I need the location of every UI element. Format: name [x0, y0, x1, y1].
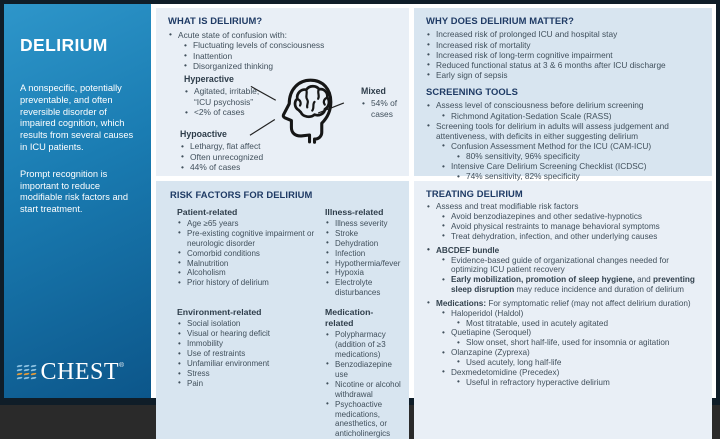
- bullet-icon: •: [442, 221, 445, 231]
- group-items: [177, 219, 319, 288]
- bullet-item: [441, 348, 704, 358]
- bullet-icon: •: [427, 69, 430, 80]
- page-title: DELIRIUM: [20, 35, 108, 55]
- bullet-icon: •: [326, 248, 329, 258]
- bullet-icon: •: [169, 29, 172, 40]
- screening-bullet-list: [426, 100, 704, 181]
- bullet-icon: •: [178, 267, 181, 277]
- bullet-text: Nicotine or alcohol withdrawal: [335, 379, 401, 399]
- bullet-icon: •: [442, 347, 445, 357]
- bullet-icon: •: [326, 329, 329, 339]
- bullet-text: Visual or hearing deficit: [187, 329, 271, 339]
- bullet-text: Malnutrition: [187, 258, 229, 268]
- bullet-item: [325, 360, 401, 380]
- bullet-item: [441, 309, 704, 319]
- bullet-item: [456, 151, 704, 161]
- bullet-item: [361, 98, 419, 119]
- bullet-text: Fluctuating levels of consciousness: [193, 40, 325, 51]
- bullet-text: Most titratable, used in acutely agitated: [466, 318, 608, 328]
- bullet-item: [426, 50, 704, 60]
- logo-wave-row: [17, 369, 37, 371]
- bullet-text: Olanzapine (Zyprexa): [451, 348, 530, 358]
- bullet-text: Early sign of sepsis: [436, 69, 508, 80]
- bullet-text: Slow onset, short half-life, used for insomnia or agitation: [466, 338, 670, 348]
- bullet-text: Medications: For symptomatic relief (may not affect delirium duration): [436, 298, 691, 308]
- bullet-icon: •: [427, 49, 430, 60]
- bullet-item: [184, 107, 276, 117]
- bullet-icon: •: [178, 368, 181, 378]
- bullet-item: [426, 100, 704, 110]
- bullet-text: Avoid physical restraints to manage behavioral symptoms: [451, 221, 660, 231]
- bullet-text: Reduced functional status at 3 & 6 months after ICU discharge: [436, 59, 666, 70]
- bullet-icon: •: [427, 28, 430, 39]
- bullet-icon: •: [442, 211, 445, 221]
- treating-bullet-list: [426, 202, 704, 387]
- group-label: Medication-related: [325, 307, 374, 328]
- delirium-subtypes-diagram: [168, 74, 401, 178]
- bullet-icon: •: [457, 318, 460, 328]
- bullet-icon: •: [442, 274, 445, 284]
- bullet-item: [177, 329, 319, 339]
- bullet-item: [177, 249, 319, 259]
- bullet-text: Stress: [187, 369, 210, 378]
- bullet-item: [426, 70, 704, 80]
- definition-text: A nonspecific, potentially preventable, and often reversible disorder of impaired cognition, which results from several causes in ICU patients.: [20, 83, 134, 152]
- bullet-icon: •: [178, 258, 181, 268]
- bullet-text: Confusion Assessment Method for the ICU (CAM-ICU): [451, 140, 652, 151]
- bullet-item: [441, 275, 704, 295]
- bullet-icon: •: [362, 97, 365, 108]
- bullet-item: [441, 368, 704, 378]
- bullet-icon: •: [442, 367, 445, 377]
- bullet-text: Evidence-based guide of organizational changes needed for optimizing ICU patient recovery: [451, 255, 670, 275]
- risk-groups-grid: [170, 207, 401, 439]
- bullet-item: [426, 121, 704, 141]
- bullet-text: Polypharmacy (addition of ≥3 medications): [335, 330, 386, 360]
- bullet-icon: •: [178, 348, 181, 358]
- why-bullet-list: [426, 29, 704, 80]
- section-title-treating: TREATING DELIRIUM: [426, 188, 523, 199]
- bullet-icon: •: [442, 327, 445, 337]
- bullet-icon: •: [184, 39, 187, 50]
- bullet-item: [325, 239, 401, 249]
- bullet-text: Intensive Care Delirium Screening Checklist (ICDSC): [451, 161, 647, 172]
- bullet-text: Stroke: [335, 228, 359, 238]
- bullet-icon: •: [442, 255, 445, 264]
- bullet-icon: •: [427, 201, 430, 211]
- bullet-item: [177, 278, 319, 288]
- bullet-icon: •: [181, 151, 184, 162]
- group-label: Environment-related: [177, 307, 262, 318]
- chest-logo: [17, 359, 124, 386]
- subtype-hyperactive: [184, 74, 276, 117]
- bullet-text: Treat dehydration, infection, and other underlying causes: [451, 231, 658, 241]
- bullet-text: Psychoactive medications, anesthetics, or anticholinergics: [335, 399, 391, 439]
- risk-group-medication: [325, 307, 401, 439]
- bullet-text: <2% of cases: [194, 107, 245, 118]
- chest-logo-text: CHEST: [40, 359, 120, 385]
- bullet-text: Used acutely, long half-life: [466, 357, 562, 367]
- bullet-text: Quetiapine (Seroquel): [451, 328, 532, 338]
- bullet-text: ABCDEF bundle: [436, 245, 500, 255]
- bullet-text: Increased risk of long-term cognitive impairment: [436, 49, 613, 60]
- bullet-text: Increased risk of mortality: [436, 39, 531, 50]
- bullet-item: [456, 358, 704, 368]
- subtype-items: [361, 98, 419, 119]
- bullet-icon: •: [178, 328, 181, 338]
- bullet-item: [180, 141, 304, 151]
- bullet-item: [177, 219, 319, 229]
- bullet-text: Assess and treat modifiable risk factors: [436, 202, 579, 212]
- bullet-icon: •: [442, 308, 445, 318]
- bullet-icon: •: [181, 140, 184, 151]
- subtype-mixed: [361, 86, 419, 119]
- bullet-icon: •: [185, 85, 188, 96]
- bullet-text: Dehydration: [335, 238, 379, 248]
- bullet-text: Electrolyte disturbances: [335, 278, 381, 298]
- panel-what-is-delirium: [156, 8, 409, 176]
- subtype-label: Hypoactive: [180, 129, 227, 140]
- subtype-items: [184, 86, 276, 117]
- bullet-text: Pain: [187, 378, 204, 388]
- bullet-item: [177, 319, 319, 329]
- bullet-item: [177, 259, 319, 269]
- bullet-icon: •: [442, 110, 445, 121]
- group-items: [177, 319, 319, 388]
- bullet-text: Acute state of confusion with:: [178, 29, 287, 40]
- bullet-text: 44% of cases: [190, 162, 241, 173]
- bullet-icon: •: [178, 218, 181, 228]
- bullet-text: Alcoholism: [187, 268, 226, 278]
- bullet-icon: •: [457, 150, 460, 161]
- bullet-text: Hypoxia: [335, 268, 364, 278]
- bullet-icon: •: [457, 170, 460, 181]
- risk-group-patient: [177, 207, 319, 299]
- bullet-item: [183, 61, 401, 71]
- bullet-icon: •: [442, 160, 445, 171]
- bullet-item: [441, 141, 704, 151]
- bullet-icon: •: [427, 99, 430, 110]
- section-title-why: WHY DOES DELIRIUM MATTER?: [426, 15, 574, 26]
- subtype-hypoactive: [180, 129, 304, 172]
- section-title-screening: SCREENING TOOLS: [426, 86, 518, 98]
- bullet-icon: •: [184, 50, 187, 60]
- bullet-item: [325, 249, 401, 259]
- bullet-icon: •: [178, 318, 181, 328]
- bullet-item: [325, 380, 401, 400]
- bullet-text: Useful in refractory hyperactive delirium: [466, 377, 610, 387]
- panel-why-and-screening: [414, 8, 712, 182]
- bullet-text: Infection: [335, 248, 366, 258]
- registered-trademark: ®: [119, 362, 124, 369]
- bullet-icon: •: [326, 399, 329, 409]
- bullet-icon: •: [178, 248, 181, 258]
- bullet-text: 74% sensitivity, 82% specificity: [466, 171, 580, 182]
- bullet-text: Richmond Agitation-Sedation Scale (RASS): [451, 110, 612, 121]
- bullet-icon: •: [326, 267, 329, 277]
- bullet-item: [183, 40, 401, 50]
- bullet-item: [426, 202, 704, 212]
- group-label: Patient-related: [177, 206, 238, 217]
- bullet-icon: •: [178, 277, 181, 287]
- bullet-text: Age ≥65 years: [187, 218, 239, 228]
- recognition-note: Prompt recognition is important to reduce modifiable risk factors and start treatment.: [20, 168, 128, 215]
- bullet-icon: •: [178, 378, 181, 388]
- subtype-label: Mixed: [361, 86, 386, 97]
- bullet-item: [177, 339, 319, 349]
- bullet-icon: •: [184, 60, 187, 71]
- bullet-text: Disorganized thinking: [193, 60, 274, 71]
- bullet-icon: •: [326, 277, 329, 287]
- section-title-risk: RISK FACTORS FOR DELIRIUM: [170, 189, 313, 200]
- bullet-item: [325, 229, 401, 239]
- sidebar: [4, 4, 151, 398]
- bullet-text: Social isolation: [187, 319, 241, 329]
- bullet-text: Illness severity: [335, 218, 388, 228]
- risk-group-illness: [325, 207, 401, 299]
- bullet-text: Lethargy, flat affect: [190, 141, 261, 152]
- subtype-label: Hyperactive: [184, 74, 234, 85]
- bullet-icon: •: [427, 245, 430, 255]
- bullet-item: [456, 338, 704, 348]
- bullet-item: [426, 246, 704, 256]
- bullet-item: [426, 40, 704, 50]
- bullet-item: [441, 111, 704, 121]
- bullet-icon: •: [181, 161, 184, 172]
- risk-group-environment: [177, 307, 319, 439]
- bullet-icon: •: [442, 231, 445, 241]
- infographic-canvas: [4, 4, 716, 439]
- bullet-text: Unfamiliar environment: [187, 359, 270, 369]
- bullet-text: Avoid benzodiazepines and other sedative-hypnotics: [451, 212, 643, 222]
- bullet-text: Hypothermia/fever: [335, 258, 401, 268]
- bullet-item: [177, 369, 319, 379]
- bullet-text: Assess level of consciousness before delirium screening: [436, 100, 644, 111]
- bullet-text: Immobility: [187, 339, 224, 349]
- bullet-item: [325, 400, 401, 439]
- bullet-item: [325, 259, 401, 269]
- panel-treating-delirium: [414, 181, 712, 439]
- bullet-icon: •: [326, 238, 329, 248]
- group-items: [325, 330, 401, 439]
- bullet-text: Benzodiazepine use: [335, 359, 392, 379]
- panel-risk-factors: [156, 181, 409, 439]
- section-title-what: WHAT IS DELIRIUM?: [168, 15, 263, 26]
- logo-wave-row: [17, 365, 37, 367]
- bullet-text: Haloperidol (Haldol): [451, 308, 524, 318]
- bullet-item: [441, 232, 704, 242]
- bullet-item: [180, 152, 304, 162]
- bullet-item: [441, 161, 704, 171]
- group-items: [325, 219, 401, 298]
- bullet-text: Pre-existing cognitive impairment or neurologic disorder: [187, 228, 315, 248]
- bullet-icon: •: [427, 59, 430, 70]
- group-label: Illness-related: [325, 206, 384, 217]
- bullet-text: 54% of cases: [371, 98, 398, 119]
- bullet-item: [456, 378, 704, 388]
- bullet-item: [177, 349, 319, 359]
- bullet-item: [426, 60, 704, 70]
- bullet-icon: •: [427, 39, 430, 50]
- bullet-text: Early mobilization, promotion of sleep hygiene, and preventing sleep disruption may reduce incidence and duration of delirium: [451, 275, 695, 295]
- bullet-text: Inattention: [193, 50, 233, 61]
- bullet-item: [177, 379, 319, 389]
- bullet-icon: •: [326, 228, 329, 238]
- bullet-item: [183, 51, 401, 61]
- bullet-text: 80% sensitivity, 96% specificity: [466, 151, 580, 162]
- subtype-items: [180, 141, 304, 172]
- bullet-icon: •: [326, 379, 329, 389]
- bullet-icon: •: [178, 228, 181, 238]
- bullet-text: Increased risk of prolonged ICU and hospital stay: [436, 29, 618, 40]
- bullet-text: Comorbid conditions: [187, 248, 260, 258]
- bullet-item: [177, 359, 319, 369]
- bullet-icon: •: [178, 358, 181, 368]
- bullet-item: [184, 86, 276, 107]
- bullet-item: [325, 219, 401, 229]
- bullet-item: [441, 212, 704, 222]
- bullet-icon: •: [326, 359, 329, 369]
- bullet-icon: •: [427, 120, 430, 131]
- bullet-item: [456, 171, 704, 181]
- bullet-text: Screening tools for delirium in adults will assess judgement and attentiveness, with deficits in either suggesting delirium: [436, 120, 669, 141]
- bullet-item: [325, 330, 401, 360]
- bullet-text: Agitated, irritable, “ICU psychosis”: [194, 86, 260, 107]
- bullet-icon: •: [326, 218, 329, 228]
- what-bullet-list: [168, 30, 401, 72]
- bullet-icon: •: [457, 377, 460, 387]
- bullet-icon: •: [427, 298, 430, 308]
- logo-wave-row: [17, 373, 37, 375]
- chest-logo-waves-icon: [17, 365, 37, 380]
- bullet-icon: •: [178, 338, 181, 348]
- bullet-text: Use of restraints: [187, 349, 246, 359]
- bullet-item: [426, 29, 704, 39]
- bullet-item: [168, 30, 401, 40]
- bullet-item: [180, 162, 304, 172]
- bullet-text: Often unrecognized: [190, 151, 264, 162]
- bullet-icon: •: [185, 106, 188, 117]
- bullet-item: [441, 256, 704, 276]
- bullet-item: [426, 299, 704, 309]
- bullet-item: [456, 319, 704, 329]
- bullet-icon: •: [457, 337, 460, 347]
- logo-wave-row: [17, 377, 37, 379]
- bullet-text: Prior history of delirium: [187, 278, 269, 288]
- bullet-item: [325, 268, 401, 278]
- bullet-icon: •: [442, 140, 445, 151]
- bullet-item: [441, 222, 704, 232]
- bullet-item: [177, 229, 319, 249]
- bullet-item: [177, 268, 319, 278]
- bullet-item: [441, 328, 704, 338]
- bullet-item: [325, 278, 401, 298]
- content-area: [151, 4, 716, 439]
- bullet-icon: •: [457, 357, 460, 367]
- bullet-text: Dexmedetomidine (Precedex): [451, 367, 560, 377]
- bullet-icon: •: [326, 258, 329, 268]
